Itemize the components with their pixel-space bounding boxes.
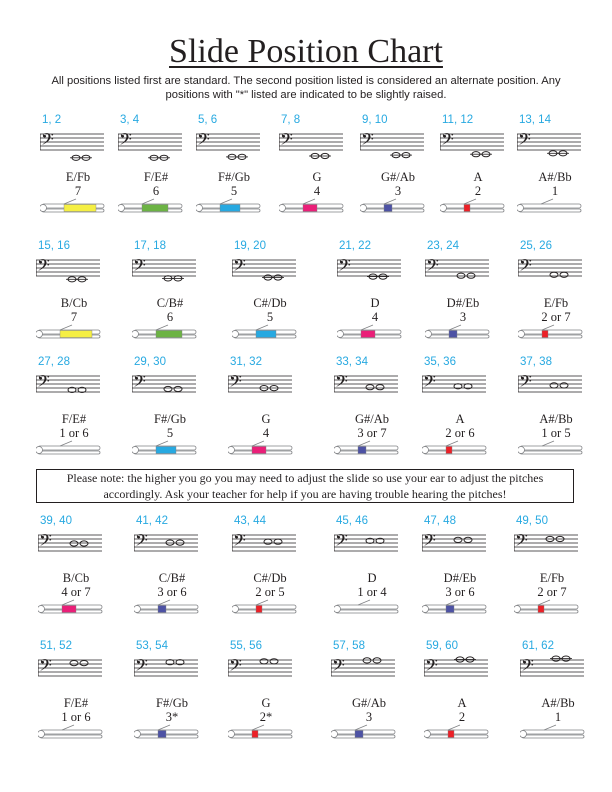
note-head-icon: [174, 386, 182, 391]
slide-position: 2: [474, 184, 482, 198]
bass-clef-icon: 𝄢: [423, 530, 436, 554]
note-number-label: 7, 8: [281, 114, 301, 126]
trombone-slide-icon: [132, 324, 212, 344]
note-name: F#/Gb: [156, 696, 188, 710]
note-number-label: 15, 16: [38, 240, 70, 252]
note-head-icon: [454, 537, 462, 542]
slide-position: 1 or 6: [59, 426, 89, 440]
note-name: D#/Eb: [443, 571, 477, 585]
trombone-slide-icon: [422, 599, 502, 619]
position-cell: [425, 240, 505, 355]
note-name: E/Fb: [543, 296, 569, 310]
slide-position: 7: [74, 184, 82, 198]
bass-clef-icon: 𝄢: [229, 371, 242, 395]
note-number-label: 5, 6: [198, 114, 218, 126]
note-head-icon: [376, 385, 384, 390]
note-number-label: 59, 60: [426, 640, 458, 652]
bass-clef-icon: 𝄢: [335, 530, 348, 554]
slide-position: 6: [152, 184, 160, 198]
bass-clef-icon: 𝄢: [280, 129, 293, 153]
trombone-slide-icon: [132, 440, 212, 460]
note-number-label: 39, 40: [40, 515, 72, 527]
slide-position-marker: [64, 205, 96, 212]
note-head-icon: [550, 383, 558, 388]
slide-position: 2 or 5: [255, 585, 285, 599]
slide-position-marker: [256, 606, 262, 613]
bass-clef-icon: 𝄢: [233, 530, 246, 554]
trombone-slide-icon: [232, 324, 312, 344]
slide-position: 1 or 6: [61, 710, 91, 724]
note-head-icon: [366, 385, 374, 390]
note-name: C#/Db: [253, 296, 287, 310]
bass-clef-icon: 𝄢: [519, 255, 532, 279]
trombone-slide-icon: [518, 324, 598, 344]
note-number-label: 11, 12: [442, 114, 474, 126]
note-number-label: 19, 20: [234, 240, 266, 252]
position-cell: [132, 356, 212, 471]
slide-position: 3 or 6: [445, 585, 475, 599]
note-name: C/B#: [156, 296, 184, 310]
note-name: F/E#: [61, 412, 87, 426]
note-head-icon: [166, 540, 174, 545]
position-cell: [518, 240, 598, 355]
slide-position: 2 or 7: [541, 310, 571, 324]
note-name: B/Cb: [60, 296, 88, 310]
trombone-slide-icon: [360, 198, 440, 218]
bass-clef-icon: 𝄢: [441, 129, 454, 153]
bass-clef-icon: 𝄢: [423, 371, 436, 395]
trombone-slide-icon: [520, 724, 600, 744]
slide-position: 4 or 7: [61, 585, 91, 599]
bass-clef-icon: 𝄢: [229, 655, 242, 679]
slide-position: 3: [365, 710, 373, 724]
note-number-label: 31, 32: [230, 356, 262, 368]
trombone-slide-icon: [196, 198, 276, 218]
bass-clef-icon: 𝄢: [426, 255, 439, 279]
note-name: G#/Ab: [354, 412, 390, 426]
slide-position: 2 or 6: [445, 426, 475, 440]
note-number-label: 53, 54: [136, 640, 168, 652]
bass-clef-icon: 𝄢: [197, 129, 210, 153]
note-head-icon: [550, 272, 558, 277]
note-number-label: 61, 62: [522, 640, 554, 652]
note-head-icon: [164, 386, 172, 391]
position-cell: [517, 114, 597, 229]
slide-position: 3: [394, 184, 402, 198]
note-name: F/E#: [143, 170, 169, 184]
slide-position-marker: [449, 331, 457, 338]
note-number-label: 37, 38: [520, 356, 552, 368]
note-head-icon: [274, 539, 282, 544]
note-head-icon: [70, 541, 78, 546]
note-number-label: 27, 28: [38, 356, 70, 368]
position-cell: [228, 356, 308, 471]
note-name: G: [312, 170, 322, 184]
note-name: D#/Eb: [446, 296, 480, 310]
note-name: D: [367, 571, 377, 585]
position-cell: [38, 515, 118, 630]
page-title: Slide Position Chart: [169, 33, 443, 70]
position-cell: [360, 114, 440, 229]
bass-clef-icon: 𝄢: [233, 255, 246, 279]
position-cell: [279, 114, 359, 229]
note-head-icon: [363, 658, 371, 663]
trombone-slide-icon: [36, 324, 116, 344]
note-number-label: 45, 46: [336, 515, 368, 527]
note-number-label: 43, 44: [234, 515, 266, 527]
slide-position: 6: [166, 310, 174, 324]
slide-position: 3*: [165, 710, 179, 724]
slide-position-marker: [361, 331, 375, 338]
note-name: G#/Ab: [351, 696, 387, 710]
slide-position-marker: [464, 205, 470, 212]
bass-clef-icon: 𝄢: [425, 655, 438, 679]
position-cell: [422, 356, 502, 471]
note-number-label: 9, 10: [362, 114, 388, 126]
note-name: A: [457, 696, 467, 710]
note-head-icon: [260, 659, 268, 664]
trombone-slide-icon: [518, 440, 598, 460]
slide-position-marker: [355, 731, 363, 738]
slide-position-marker: [156, 331, 182, 338]
position-cell: [232, 240, 312, 355]
note-number-label: 29, 30: [134, 356, 166, 368]
trombone-slide-icon: [36, 440, 116, 460]
slide-position: 4: [371, 310, 379, 324]
slide-position: 1 or 5: [541, 426, 571, 440]
slide-position-marker: [448, 731, 454, 738]
note-number-label: 55, 56: [230, 640, 262, 652]
slide-position: 3 or 7: [357, 426, 387, 440]
note-name: E/Fb: [539, 571, 565, 585]
slide-position: 4: [313, 184, 321, 198]
position-cell: [422, 515, 502, 630]
note-head-icon: [80, 541, 88, 546]
slide-position: 2: [458, 710, 466, 724]
slide-position-marker: [220, 205, 240, 212]
position-cell: [134, 640, 214, 755]
note-number-label: 3, 4: [120, 114, 140, 126]
position-cell: [440, 114, 520, 229]
trombone-slide-icon: [38, 724, 118, 744]
slide-position-marker: [142, 205, 168, 212]
note-number-label: 13, 14: [519, 114, 551, 126]
trombone-slide-icon: [134, 599, 214, 619]
note-name: A#/Bb: [538, 170, 572, 184]
bass-clef-icon: 𝄢: [37, 255, 50, 279]
note-text-line-1: Please note: the higher you go you may need to adjust the slide so use your ear to adjust the pitches: [66, 471, 544, 485]
note-number-label: 57, 58: [333, 640, 365, 652]
trombone-slide-icon: [334, 440, 414, 460]
slide-position-marker: [252, 731, 258, 738]
bass-clef-icon: 𝄢: [361, 129, 374, 153]
bass-clef-icon: 𝄢: [39, 530, 52, 554]
position-cell: [36, 240, 116, 355]
trombone-slide-icon: [118, 198, 198, 218]
note-name: A: [455, 412, 465, 426]
position-cell: [196, 114, 276, 229]
note-name: G#/Ab: [380, 170, 416, 184]
note-number-label: 23, 24: [427, 240, 459, 252]
position-cell: [134, 515, 214, 630]
slide-position: 1: [554, 710, 562, 724]
trombone-slide-icon: [424, 724, 504, 744]
bass-clef-icon: 𝄢: [135, 655, 148, 679]
note-text-line-2: accordingly. Ask your teacher for help if you are having trouble hearing the pitches!: [103, 487, 507, 501]
trombone-slide-icon: [38, 599, 118, 619]
trombone-slide-icon: [425, 324, 505, 344]
slide-position-marker: [256, 331, 276, 338]
note-head-icon: [270, 659, 278, 664]
intro-text-line-2: positions with "*" listed are indicated to be slightly raised.: [165, 89, 447, 101]
slide-position: 3 or 6: [157, 585, 187, 599]
note-name: G: [261, 412, 271, 426]
note-number-label: 33, 34: [336, 356, 368, 368]
trombone-slide-icon: [331, 724, 411, 744]
position-cell: [331, 640, 411, 755]
note-name: F#/Gb: [154, 412, 186, 426]
bass-clef-icon: 𝄢: [133, 255, 146, 279]
slide-position-marker: [542, 331, 548, 338]
position-cell: [334, 356, 414, 471]
note-name: A#/Bb: [541, 696, 575, 710]
slide-position-marker: [446, 606, 454, 613]
bass-clef-icon: 𝄢: [521, 655, 534, 679]
note-name: A: [473, 170, 483, 184]
trombone-slide-icon: [334, 599, 414, 619]
slide-position: 5: [166, 426, 174, 440]
note-name: D: [370, 296, 380, 310]
slide-position: 1: [551, 184, 559, 198]
note-number-label: 49, 50: [516, 515, 548, 527]
slide-position-marker: [62, 606, 76, 613]
slide-position-marker: [252, 447, 266, 454]
note-head-icon: [264, 539, 272, 544]
position-cell: [40, 114, 120, 229]
slide-position-marker: [60, 331, 92, 338]
position-cell: [228, 640, 308, 755]
slide-position-marker: [446, 447, 452, 454]
position-cell: [518, 356, 598, 471]
trombone-slide-icon: [40, 198, 120, 218]
note-head-icon: [560, 272, 568, 277]
position-cell: [424, 640, 504, 755]
trombone-slide-icon: [232, 599, 312, 619]
position-cell: [118, 114, 198, 229]
bass-clef-icon: 𝄢: [135, 530, 148, 554]
trombone-slide-icon: [422, 440, 502, 460]
slide-position: 4: [262, 426, 270, 440]
slide-position-marker: [538, 606, 544, 613]
position-cell: [232, 515, 312, 630]
note-name: E/Fb: [65, 170, 91, 184]
note-number-label: 35, 36: [424, 356, 456, 368]
slide-position: 5: [266, 310, 274, 324]
slide-position-marker: [303, 205, 317, 212]
note-name: B/Cb: [62, 571, 90, 585]
note-number-label: 17, 18: [134, 240, 166, 252]
slide-position-marker: [158, 606, 166, 613]
bass-clef-icon: 𝄢: [332, 655, 345, 679]
slide-position: 7: [70, 310, 78, 324]
bass-clef-icon: 𝄢: [338, 255, 351, 279]
position-cell: [337, 240, 417, 355]
note-head-icon: [464, 537, 472, 542]
note-number-label: 21, 22: [339, 240, 371, 252]
trombone-slide-icon: [279, 198, 359, 218]
slide-position: 2 or 7: [537, 585, 567, 599]
bass-clef-icon: 𝄢: [41, 129, 54, 153]
note-name: F/E#: [63, 696, 89, 710]
trombone-slide-icon: [517, 198, 597, 218]
note-head-icon: [373, 658, 381, 663]
note-name: A#/Bb: [539, 412, 573, 426]
bass-clef-icon: 𝄢: [39, 655, 52, 679]
bass-clef-icon: 𝄢: [37, 371, 50, 395]
position-cell: [36, 356, 116, 471]
bass-clef-icon: 𝄢: [119, 129, 132, 153]
bass-clef-icon: 𝄢: [515, 530, 528, 554]
slide-position-marker: [156, 447, 176, 454]
note-number-label: 51, 52: [40, 640, 72, 652]
note-number-label: 41, 42: [136, 515, 168, 527]
note-head-icon: [176, 540, 184, 545]
bass-clef-icon: 𝄢: [519, 371, 532, 395]
position-cell: [520, 640, 600, 755]
trombone-slide-icon: [228, 724, 308, 744]
trombone-slide-icon: [228, 440, 308, 460]
slide-position: 3: [459, 310, 467, 324]
note-number-label: 1, 2: [42, 114, 62, 126]
bass-clef-icon: 𝄢: [133, 371, 146, 395]
slide-position: 1 or 4: [357, 585, 387, 599]
position-cell: [132, 240, 212, 355]
trombone-slide-icon: [440, 198, 520, 218]
note-number-label: 47, 48: [424, 515, 456, 527]
position-cell: [38, 640, 118, 755]
slide-position-marker: [384, 205, 392, 212]
bass-clef-icon: 𝄢: [518, 129, 531, 153]
position-cell: [334, 515, 414, 630]
slide-position: 2*: [259, 710, 273, 724]
slide-position-marker: [358, 447, 366, 454]
intro-text-line-1: All positions listed first are standard. The second position listed is considered an alternate position. Any: [51, 75, 561, 87]
note-head-icon: [80, 661, 88, 666]
note-name: G: [261, 696, 271, 710]
note-name: F#/Gb: [218, 170, 250, 184]
note-name: C/B#: [158, 571, 186, 585]
note-number-label: 25, 26: [520, 240, 552, 252]
position-cell: [514, 515, 594, 630]
slide-position-marker: [158, 731, 166, 738]
note-head-icon: [560, 383, 568, 388]
trombone-slide-icon: [134, 724, 214, 744]
note-name: C#/Db: [253, 571, 287, 585]
trombone-slide-icon: [514, 599, 594, 619]
slide-position: 5: [230, 184, 238, 198]
trombone-slide-icon: [337, 324, 417, 344]
note-head-icon: [70, 661, 78, 666]
bass-clef-icon: 𝄢: [335, 371, 348, 395]
